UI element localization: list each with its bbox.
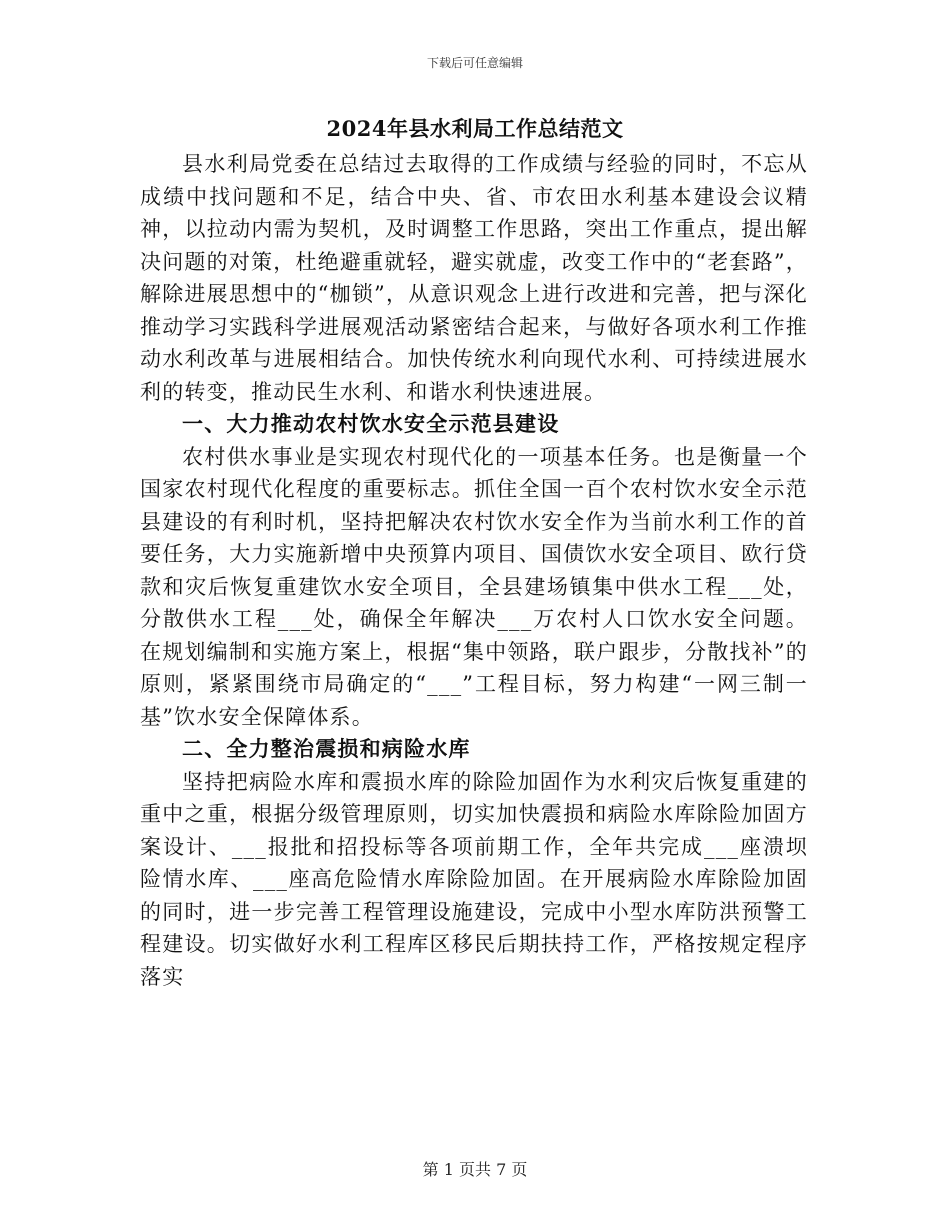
header-note: 下载后可任意编辑 — [426, 56, 523, 70]
section-1-paragraph: 农村供水事业是实现农村现代化的一项基本任务。也是衡量一个国家农村现代化程度的重要标志。抓住全国一百个农村饮水安全示范县建设的有利时机，坚持把解决农村饮水安全作为当前水利工作的首要任务，大力实施新增中央预算内项目、国债饮水安全项目、欧行贷款和灾后恢复重建饮水安全项目，全县建场镇集中供水工程___处，分散供水工程___处，确保全年解决___万农村人口饮水安全问题。在规划编制和实施方案上，根据“集中领路，联户跟步，分散找补”的原则，紧紧围绕市局确定的“___”工程目标，努力构建“一网三制一基”饮水安全保障体系。 — [140, 444, 808, 729]
intro-paragraph: 县水利局党委在总结过去取得的工作成绩与经验的同时，不忘从成绩中找问题和不足，结合中央、省、市农田水利基本建设会议精神，以拉动内需为契机，及时调整工作思路，突出工作重点，提出解决问题的对策，杜绝避重就轻，避实就虚，改变工作中的“老套路”，解除进展思想中的“枷锁”，从意识观念上进行改进和完善，把与深化推动学习实践科学进展观活动紧密结合起来，与做好各项水利工作推动水利改革与进展相结合。加快传统水利向现代水利、可持续进展水利的转变，推动民生水利、和谐水利快速进展。 — [140, 152, 808, 404]
section-1-heading: 一、大力推动农村饮水安全示范县建设 — [182, 411, 560, 436]
document-title: 2024年县水利局工作总结范文 — [326, 116, 624, 141]
document-body — [140, 148, 808, 993]
section-2-paragraph: 坚持把病险水库和震损水库的除险加固作为水利灾后恢复重建的重中之重，根据分级管理原则，切实加快震损和病险水库除险加固方案设计、___报批和招投标等各项前期工作，全年共完成___座溃坝险情水库、___座高危险情水库除险加固。在开展病险水库除险加固的同时，进一步完善工程管理设施建设，完成中小型水库防洪预警工程建设。切实做好水利工程库区移民后期扶持工作，严格按规定程序落实 — [140, 769, 808, 989]
page-number-footer: 第 1 页共 7 页 — [422, 1160, 528, 1179]
section-2-heading: 二、全力整治震损和病险水库 — [182, 736, 471, 761]
